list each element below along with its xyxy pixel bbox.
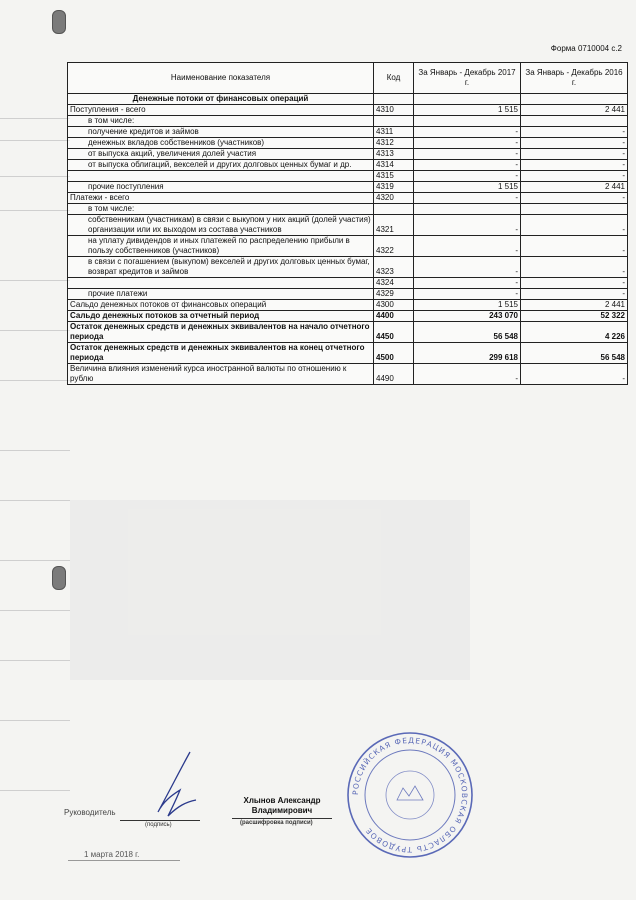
signature-caption: (подпись) xyxy=(145,822,172,828)
header-period-2017: За Январь - Декабрь 2017 г. xyxy=(414,63,521,94)
row-value-2016: - xyxy=(521,364,628,385)
row-name: от выпуска облигаций, векселей и других долговых ценных бумаг и др. xyxy=(68,160,374,171)
row-value-2016 xyxy=(521,94,628,105)
signature-line xyxy=(120,820,200,821)
row-name: Величина влияния изменений курса иностранной валюты по отношению к рублю xyxy=(68,364,374,385)
table-row xyxy=(68,322,628,343)
table-row xyxy=(68,278,628,289)
row-name: Сальдо денежных потоков от финансовых операций xyxy=(68,300,374,311)
row-value-2017: - xyxy=(414,236,521,257)
row-value-2017: 1 515 xyxy=(414,300,521,311)
row-code: 4500 xyxy=(374,343,414,364)
row-value-2016: - xyxy=(521,160,628,171)
table-row xyxy=(68,94,628,105)
table-row xyxy=(68,204,628,215)
row-name: получение кредитов и займов xyxy=(68,127,374,138)
table-row xyxy=(68,138,628,149)
row-code: 4400 xyxy=(374,311,414,322)
seal-ring-text: РОССИЙСКАЯ ФЕДЕРАЦИЯ МОСКОВСКАЯ ОБЛАСТЬ ТРУДОВОЕ xyxy=(350,735,470,855)
row-value-2017 xyxy=(414,204,521,215)
company-seal xyxy=(345,730,475,860)
table-row xyxy=(68,193,628,204)
row-name: в том числе: xyxy=(68,204,374,215)
row-code: 4313 xyxy=(374,149,414,160)
row-value-2016: - xyxy=(521,171,628,182)
row-value-2017: - xyxy=(414,215,521,236)
header-period-2016: За Январь - Декабрь 2016 г. xyxy=(521,63,628,94)
table-row xyxy=(68,127,628,138)
table-row xyxy=(68,311,628,322)
row-code xyxy=(374,204,414,215)
row-value-2017: 299 618 xyxy=(414,343,521,364)
cash-flow-table xyxy=(67,62,628,385)
row-value-2016: 4 226 xyxy=(521,322,628,343)
row-value-2016: 56 548 xyxy=(521,343,628,364)
row-code: 4323 xyxy=(374,257,414,278)
form-number: Форма 0710004 с.2 xyxy=(550,44,622,53)
row-code: 4324 xyxy=(374,278,414,289)
table-row xyxy=(68,300,628,311)
row-value-2017: 56 548 xyxy=(414,322,521,343)
header-name: Наименование показателя xyxy=(68,63,374,94)
table-row xyxy=(68,215,628,236)
table-row xyxy=(68,171,628,182)
row-name: собственникам (участникам) в связи с выкупом у них акций (долей участия) организации или их выходом из состава участников xyxy=(68,215,374,236)
row-name: прочие поступления xyxy=(68,182,374,193)
signer-name: Хлынов Александр Владимирович xyxy=(243,796,321,815)
row-name xyxy=(68,278,374,289)
signature-block xyxy=(0,735,636,900)
row-code: 4311 xyxy=(374,127,414,138)
row-name: Поступления - всего xyxy=(68,105,374,116)
row-value-2016: 2 441 xyxy=(521,182,628,193)
binder-hole-top xyxy=(52,10,66,34)
row-value-2017: - xyxy=(414,257,521,278)
row-name: Остаток денежных средств и денежных эквивалентов на конец отчетного периода xyxy=(68,343,374,364)
row-value-2017 xyxy=(414,94,521,105)
row-value-2016: 2 441 xyxy=(521,300,628,311)
row-value-2017: 1 515 xyxy=(414,182,521,193)
table-row xyxy=(68,257,628,278)
row-name: Денежные потоки от финансовых операций xyxy=(68,94,374,105)
row-value-2016: - xyxy=(521,278,628,289)
row-name xyxy=(68,171,374,182)
row-code: 4329 xyxy=(374,289,414,300)
row-value-2017 xyxy=(414,116,521,127)
row-code: 4312 xyxy=(374,138,414,149)
row-name: Сальдо денежных потоков за отчетный период xyxy=(68,311,374,322)
row-value-2017: - xyxy=(414,160,521,171)
row-code: 4490 xyxy=(374,364,414,385)
row-code: 4310 xyxy=(374,105,414,116)
row-value-2016: - xyxy=(521,215,628,236)
row-value-2017: - xyxy=(414,171,521,182)
binder-hole-bottom xyxy=(52,566,66,590)
row-code: 4319 xyxy=(374,182,414,193)
row-value-2016: - xyxy=(521,138,628,149)
table-row xyxy=(68,149,628,160)
row-value-2017: - xyxy=(414,289,521,300)
table-row xyxy=(68,182,628,193)
row-value-2017: - xyxy=(414,149,521,160)
row-code: 4450 xyxy=(374,322,414,343)
header-code: Код xyxy=(374,63,414,94)
row-name: от выпуска акций, увеличения долей участия xyxy=(68,149,374,160)
row-value-2016: - xyxy=(521,149,628,160)
table-row xyxy=(68,343,628,364)
table-row xyxy=(68,105,628,116)
signature-date: 1 марта 2018 г. xyxy=(84,850,140,859)
row-value-2017: - xyxy=(414,127,521,138)
row-value-2016: - xyxy=(521,257,628,278)
row-code: 4320 xyxy=(374,193,414,204)
row-code: 4300 xyxy=(374,300,414,311)
row-code xyxy=(374,94,414,105)
row-name: в том числе: xyxy=(68,116,374,127)
row-value-2016: 2 441 xyxy=(521,105,628,116)
row-name: Платежи - всего xyxy=(68,193,374,204)
table-row xyxy=(68,160,628,171)
row-code: 4315 xyxy=(374,171,414,182)
row-name: Остаток денежных средств и денежных эквивалентов на начало отчетного периода xyxy=(68,322,374,343)
row-value-2017: - xyxy=(414,364,521,385)
signature-role: Руководитель xyxy=(64,808,116,817)
row-value-2017: 1 515 xyxy=(414,105,521,116)
table-header xyxy=(68,63,628,94)
table-row xyxy=(68,236,628,257)
row-code: 4314 xyxy=(374,160,414,171)
row-value-2017: 243 070 xyxy=(414,311,521,322)
row-value-2016: - xyxy=(521,289,628,300)
handwritten-signature xyxy=(150,750,210,830)
row-value-2017: - xyxy=(414,193,521,204)
row-code: 4322 xyxy=(374,236,414,257)
row-value-2016: - xyxy=(521,193,628,204)
signer-name-line xyxy=(232,818,332,819)
row-code: 4321 xyxy=(374,215,414,236)
row-name: в связи с погашением (выкупом) векселей и других долговых ценных бумаг, возврат кредитов и займов xyxy=(68,257,374,278)
row-value-2016: - xyxy=(521,236,628,257)
row-value-2016 xyxy=(521,204,628,215)
row-name: денежных вкладов собственников (участников) xyxy=(68,138,374,149)
row-name: прочие платежи xyxy=(68,289,374,300)
row-value-2016 xyxy=(521,116,628,127)
table-row xyxy=(68,116,628,127)
row-code xyxy=(374,116,414,127)
row-value-2017: - xyxy=(414,278,521,289)
row-value-2017: - xyxy=(414,138,521,149)
signature-date-line xyxy=(68,860,180,861)
table-row xyxy=(68,364,628,385)
signer-name-caption: (расшифровка подписи) xyxy=(240,820,313,826)
row-value-2016: 52 322 xyxy=(521,311,628,322)
row-value-2016: - xyxy=(521,127,628,138)
table-row xyxy=(68,289,628,300)
row-name: на уплату дивидендов и иных платежей по распределению прибыли в пользу собственников (участников) xyxy=(68,236,374,257)
